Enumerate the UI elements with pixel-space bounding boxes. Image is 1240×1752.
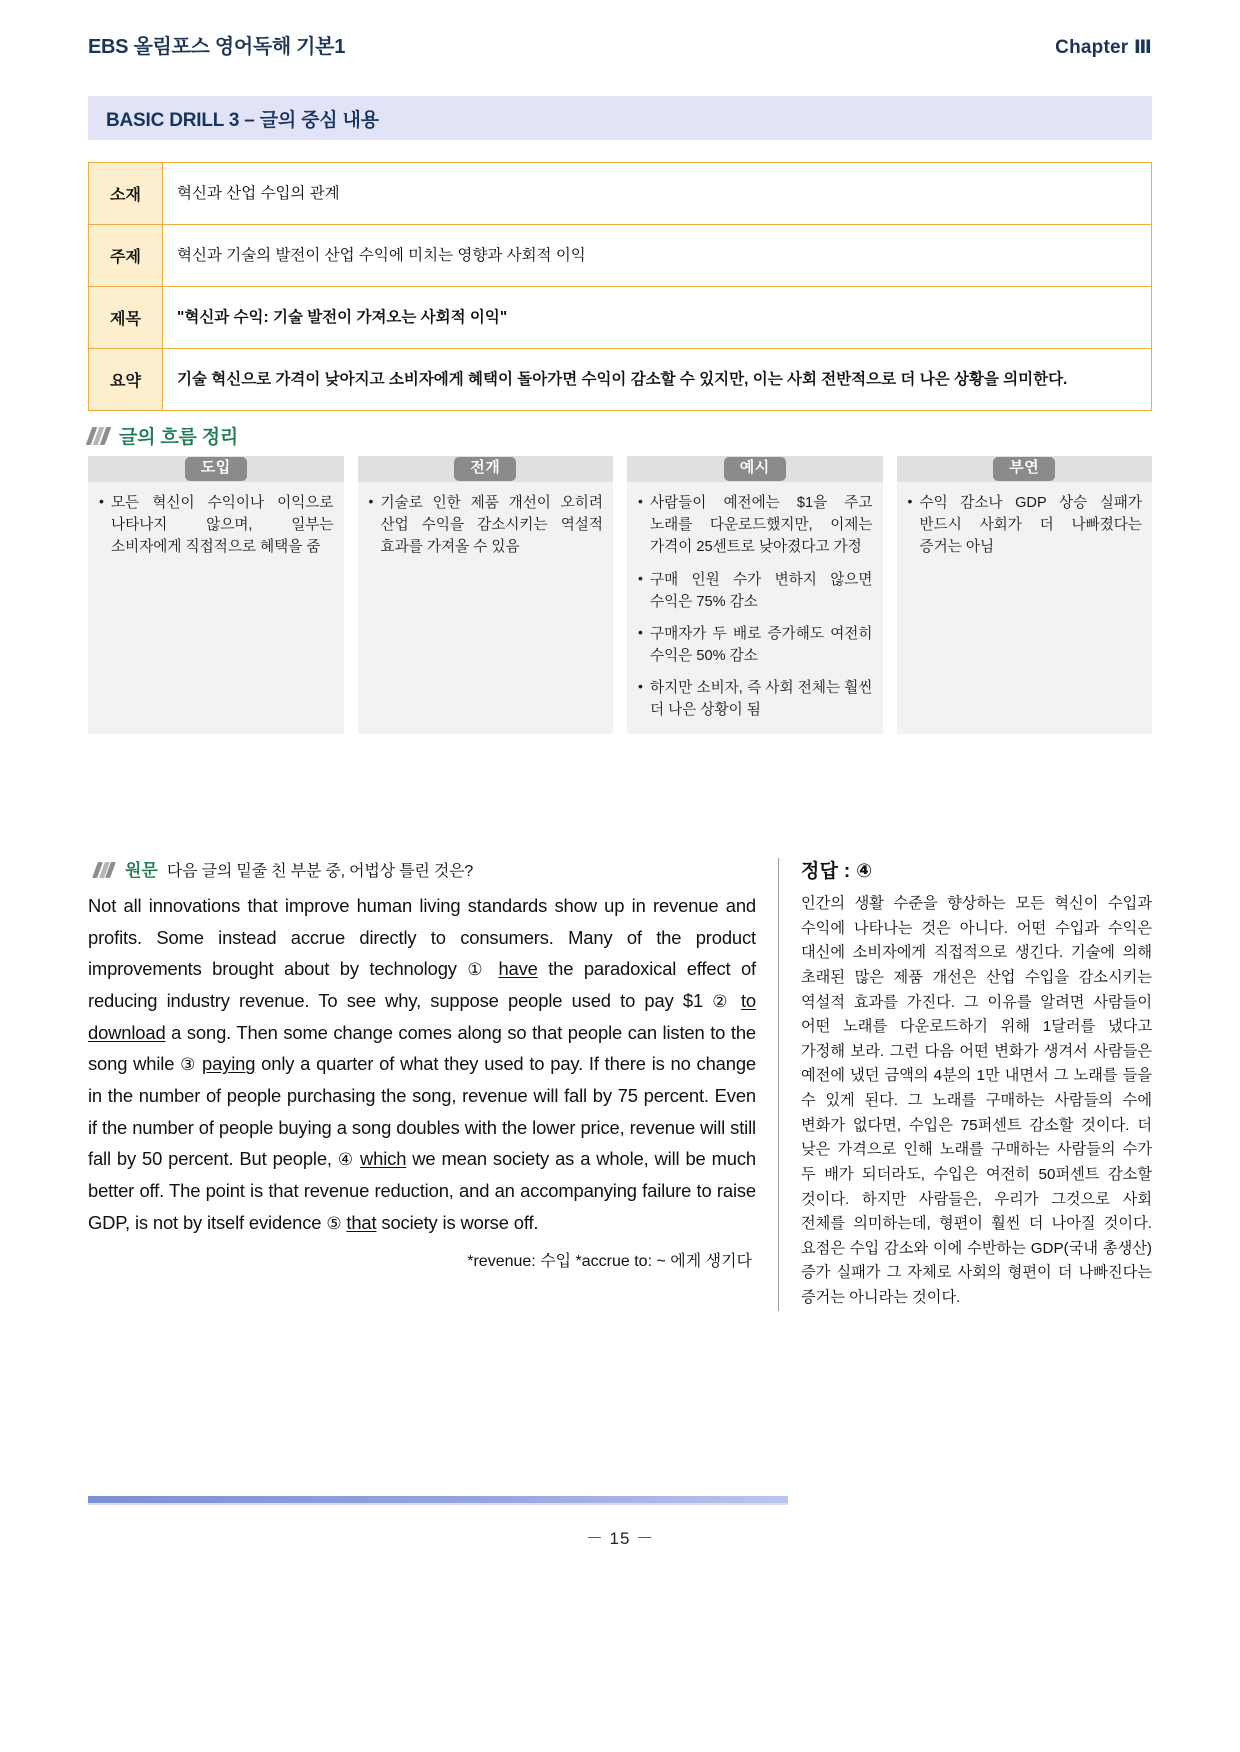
passage-text: society is worse off. [376, 1211, 539, 1233]
english-passage [88, 890, 756, 1238]
list-item: • 사람들이 예전에는 $1을 주고 노래를 다운로드했지만, 이제는 가격이 25센트로 낮아졌다고 가정 [637, 492, 873, 559]
passage-text [732, 990, 741, 1011]
table-row [89, 163, 1152, 225]
row-label-juje: 주제 [89, 225, 163, 287]
flow-badge-doip: 도입 [185, 457, 247, 481]
passage-text [488, 958, 499, 979]
flow-box-intro [88, 456, 344, 734]
answer-title: 정답 : ④ [801, 861, 873, 882]
flow-box-header [627, 456, 883, 482]
pen-icon [94, 862, 116, 878]
question-label: 원문 [125, 861, 158, 880]
choice-number[interactable]: ③ [180, 1055, 197, 1075]
pen-icon [88, 427, 110, 445]
list-item: • 구매자가 두 배로 증가해도 여전히 수익은 50% 감소 [637, 623, 873, 667]
passage-text: the paradoxical effect of reducing industry revenue. To see why, suppose people used to pay $1 [88, 958, 756, 1011]
list-item: • 기술로 인한 제품 개선이 오히려 산업 수익을 감소시키는 역설적 효과를 가져올 수 있음 [368, 492, 604, 559]
summary-info-table [88, 162, 1152, 411]
drill-title-bar [88, 96, 1152, 140]
underlined-choice-19[interactable]: that [346, 1211, 377, 1233]
table-row [89, 287, 1152, 349]
flow-badge-jeongae: 전개 [454, 457, 516, 481]
list-item: • 하지만 소비자, 즉 사회 전체는 훨씬 더 나은 상황이 됨 [637, 677, 873, 721]
flow-box-body [358, 482, 614, 734]
passage-footnote: *revenue: 수입 *accrue to: ~ 에게 생기다 [467, 1253, 752, 1271]
passage-text: only a quarter of what they used to pay. If there is no change in the number of people purchasing the song, revenue will fall by 75 percent. Even if the number of people buying a song doubles with the lower price, revenue will still fall by 50 percent. But people, [88, 1053, 756, 1170]
page-number: － 15 － [585, 1529, 655, 1548]
chapter-label: Chapter Ⅲ [1055, 37, 1152, 58]
underlined-choice-3[interactable]: have [498, 958, 538, 980]
flow-badge-yesi: 예시 [724, 457, 786, 481]
flow-box-header [88, 456, 344, 482]
choice-number[interactable]: ④ [337, 1150, 355, 1170]
row-label-jemok: 제목 [89, 287, 163, 349]
flow-box-development [358, 456, 614, 734]
question-heading [88, 856, 756, 881]
korean-translation: 인간의 생활 수준을 향상하는 모든 혁신이 수입과 수익에 나타나는 것은 아니다. 어떤 수입과 수익은 대신에 소비자에게 직접적으로 생긴다. 기술에 의해 초래된 많은 제품 개선은 산업 수입을 감소시키는 역설적 효과를 가진다. 그 이유를 알려면 사람들이 어떤 노래를 다운로드하기 위해 1달러를 냈다고 가정해 보라. 그런 다음 어떤 변화가 생겨서 사람들은 예전에 냈던 금액의 4분의 1만 내면서 그 노래를 들을 수 있게 된다. 그 노래를 구매하는 사람들의 수에 변화가 없다면, 수입은 75퍼센트 감소할 것이다. 더 낮은 가격으로 인해 노래를 구매하는 사람들의 수가 두 배가 되더라도, 수입은 여전히 50퍼센트 감소할 것이다. 하지만 사람들은, 우리가 그것으로 사회 전체를 의미하는데, 형편이 훨씬 더 나아질 것이다. 요점은 수입 감소와 이에 수반하는 GDP(국내 총생산) 증가 실패가 그 자체로 사회의 형편이 더 나빠진다는 증거는 아니라는 것이다. [801, 895, 1152, 1306]
flow-bullet-list [98, 492, 334, 559]
flow-bullet-list [907, 492, 1143, 559]
row-value-jemok: "혁신과 수익: 기술 발전이 가져오는 사회적 이익" [163, 287, 1152, 349]
table-row [89, 225, 1152, 287]
flow-box-body [627, 482, 883, 734]
footer-rule [88, 1496, 788, 1503]
row-label-yoyak: 요약 [89, 349, 163, 411]
row-label-sojae: 소재 [89, 163, 163, 225]
page-header [88, 30, 1152, 59]
flow-box-header [358, 456, 614, 482]
flow-section-heading [88, 422, 238, 449]
passage-text: Not all innovations that improve human living standards show up in revenue and profits. Some instead accrue directly to consumers. Many of the product improvements brought about by technology [88, 895, 756, 980]
question-prompt: 다음 글의 밑줄 친 부분 중, 어법상 틀린 것은? [166, 863, 474, 880]
flow-section-title: 글의 흐름 정리 [119, 427, 239, 448]
choice-number[interactable]: ① [467, 960, 488, 980]
footer-rule-light [88, 1503, 788, 1505]
flow-box-example [627, 456, 883, 734]
row-value-juje: 혁신과 기술의 발전이 산업 수익에 미치는 영향과 사회적 이익 [163, 225, 1152, 287]
underlined-choice-11[interactable]: paying [202, 1053, 256, 1075]
drill-title: BASIC DRILL 3 – 글의 중심 내용 [106, 109, 379, 131]
list-item: • 수익 감소나 GDP 상승 실패가 반드시 사회가 더 나빠졌다는 증거는 아님 [907, 492, 1143, 559]
flow-bullet-list [637, 492, 873, 722]
flow-box-supplement [897, 456, 1153, 734]
passage-text: a song. Then some change comes along so that people can listen to the song while [88, 1021, 756, 1075]
flow-bullet-list [368, 492, 604, 559]
flow-badge-buyeon: 부연 [993, 457, 1055, 481]
passage-text: we mean society as a whole, will be much better off. The point is that revenue reduction, and an accompanying failure to raise GDP, is not by itself evidence [88, 1148, 756, 1233]
list-item: • 구매 인원 수가 변하지 않으면 수익은 75% 감소 [637, 569, 873, 613]
row-value-yoyak: 기술 혁신으로 가격이 낮아지고 소비자에게 혜택이 돌아가면 수익이 감소할 수 있지만, 이는 사회 전반적으로 더 나은 상황을 의미한다. [163, 349, 1152, 411]
lower-content [88, 856, 1152, 1311]
book-title: EBS 올림포스 영어독해 기본1 [88, 36, 346, 58]
underlined-choice-15[interactable]: which [360, 1148, 407, 1170]
flow-box-row [88, 456, 1152, 734]
table-row [89, 349, 1152, 411]
flow-box-body [897, 482, 1153, 734]
flow-box-header [897, 456, 1153, 482]
list-item: • 모든 혁신이 수익이나 이익으로 나타나지 않으며, 일부는 소비자에게 직접적으로 혜택을 줌 [98, 492, 334, 559]
underlined-choice-7[interactable]: to download [88, 989, 756, 1043]
flow-box-body [88, 482, 344, 734]
passage-column [88, 856, 778, 1311]
answer-column [779, 856, 1152, 1311]
choice-number[interactable]: ② [712, 991, 732, 1011]
row-value-sojae: 혁신과 산업 수입의 관계 [163, 163, 1152, 225]
choice-number[interactable]: ⑤ [326, 1213, 342, 1233]
